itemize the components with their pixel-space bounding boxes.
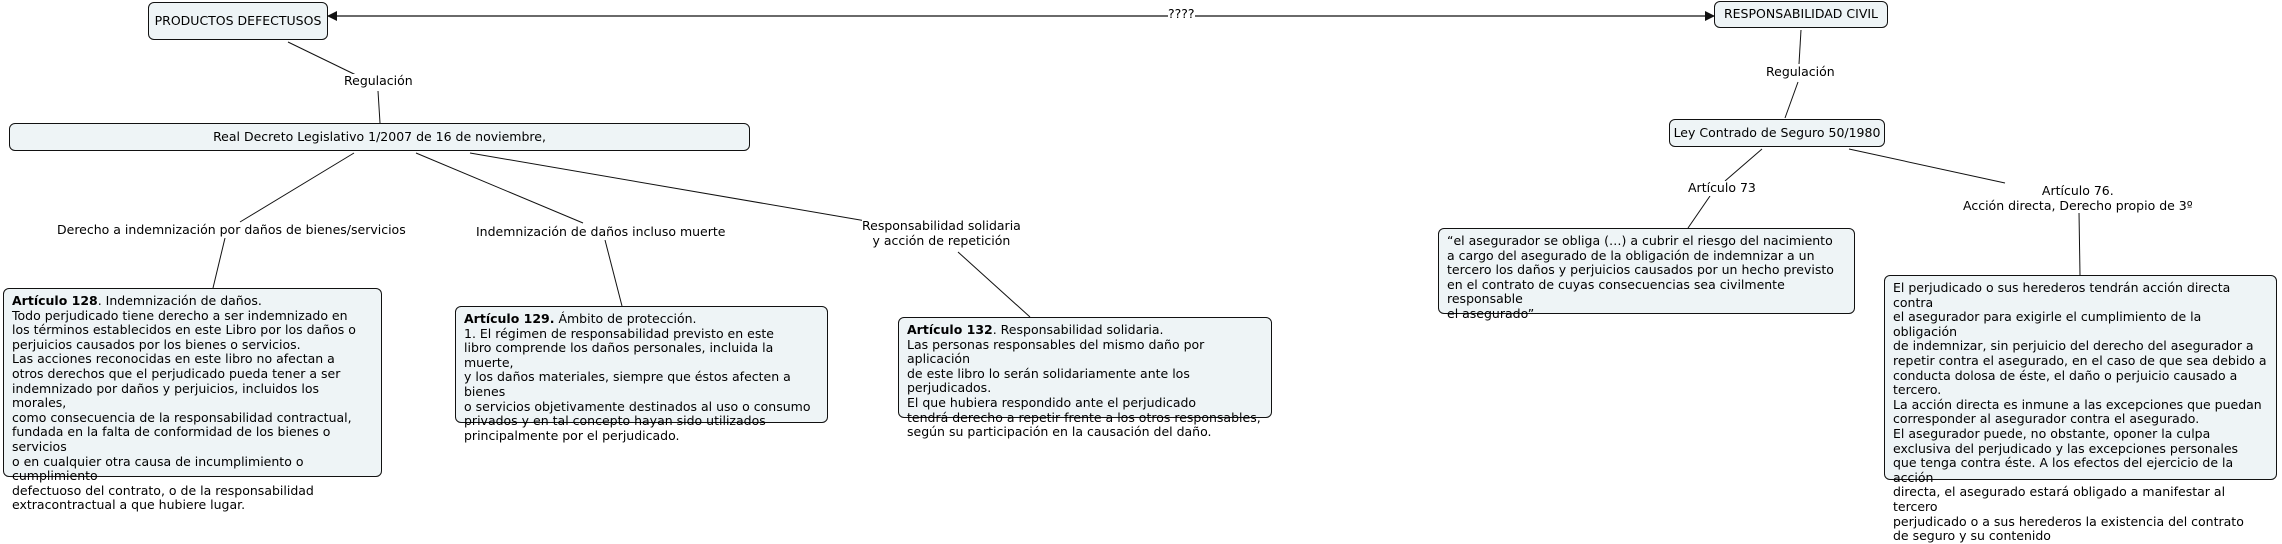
articulo-128-body: Todo perjudicado tiene derecho a ser indemnizado en los términos establecidos en este Libro por los daños o perjuicios causados por los bienes o servicios. Las acciones reconocidas en este libro no afectan a otros derechos que el perjudicado pueda tener a ser indemnizado por daños y perjuicios, incluidos los morales, como consecuencia de la responsabilidad contractual, fundada en la falta de conformidad de los bienes o servicios o en cualquier otra causa de incumplimiento o cumplimiento defectuoso del contrato, o de la responsabilidad extracontractual a que hubiere lugar.	[12, 307, 356, 513]
articulo-132-title: Artículo 132	[907, 322, 993, 337]
label-articulo-73: Artículo 73	[1688, 180, 1756, 195]
node-articulo-129[interactable]	[455, 306, 828, 443]
label-derecho-indemnizacion: Derecho a indemnización por daños de bienes/servicios	[57, 222, 406, 237]
articulo-132-body: Las personas responsables del mismo daño por aplicación de este libro lo serán solidariamente ante los perjudicados. El que hubiera respondido ante el perjudicado tendrá derecho a repetir frente a los otros responsables, según su participación en la causación del daño.	[907, 336, 1261, 440]
articulo-129-body: 1. El régimen de responsabilidad previsto en este libro comprende los daños personales, incluida la muerte, y los daños materiales, siempre que éstos afecten a bienes o servicios objetivamente destinados al uso o consumo privados y en tal concepto hayan sido utilizados principalmente por el perjudicado.	[464, 325, 811, 443]
node-productos-defectuosos[interactable]: PRODUCTOS DEFECTUSOS	[148, 2, 328, 40]
articulo-129-title: Artículo 129.	[464, 311, 555, 326]
node-articulo-128[interactable]	[3, 288, 382, 513]
articulo-128-title: Artículo 128	[12, 293, 98, 308]
label-indemnizacion-muerte: Indemnización de daños incluso muerte	[476, 224, 726, 239]
node-articulo-76-text[interactable]: El perjudicado o sus herederos tendrán acción directa contra el asegurador para exigirle el cumplimiento de la obligación de indemnizar, sin perjuicio del derecho del asegurador a repetir contra el asegurado, en el caso de que sea debido a conducta dolosa de éste, el daño o perjuicio causado a tercero. La acción directa es inmune a las excepciones que puedan corresponder al asegurador contra el asegurado. El asegurador puede, no obstante, oponer la culpa exclusiva del perjudicado y las excepciones personales que tenga contra éste. A los efectos del ejercicio de la acción directa, el asegurado estará obligado a manifestar al tercero perjudicado o a sus herederos la existencia del contrato de seguro y su contenido	[1884, 275, 2277, 480]
articulo-129-title-suffix: Ámbito de protección.	[554, 311, 697, 326]
node-articulo-73-text[interactable]: “el asegurador se obliga (…) a cubrir el riesgo del nacimiento a cargo del asegurado de la obligación de indemnizar a un tercero los daños y perjuicios causados por un hecho previsto en el contrato de cuyas consecuencias sea civilmente responsable el asegurado”	[1438, 228, 1855, 314]
node-real-decreto[interactable]: Real Decreto Legislativo 1/2007 de 16 de noviembre,	[9, 123, 750, 151]
label-regulacion-left: Regulación	[344, 73, 413, 88]
node-ley-contrato-seguro[interactable]: Ley Contrado de Seguro 50/1980	[1669, 119, 1885, 147]
node-articulo-132[interactable]	[898, 317, 1272, 440]
articulo-132-title-suffix: . Responsabilidad solidaria.	[992, 322, 1164, 337]
label-regulacion-right: Regulación	[1766, 64, 1835, 79]
articulo-128-title-suffix: . Indemnización de daños.	[97, 293, 262, 308]
label-articulo-76: Artículo 76. Acción directa, Derecho propio de 3º	[1963, 183, 2193, 213]
label-question-marks: ????	[1168, 6, 1195, 21]
node-responsabilidad-civil[interactable]: RESPONSABILIDAD CIVIL	[1714, 1, 1888, 28]
label-responsabilidad-solidaria: Responsabilidad solidaria y acción de repetición	[862, 218, 1021, 248]
